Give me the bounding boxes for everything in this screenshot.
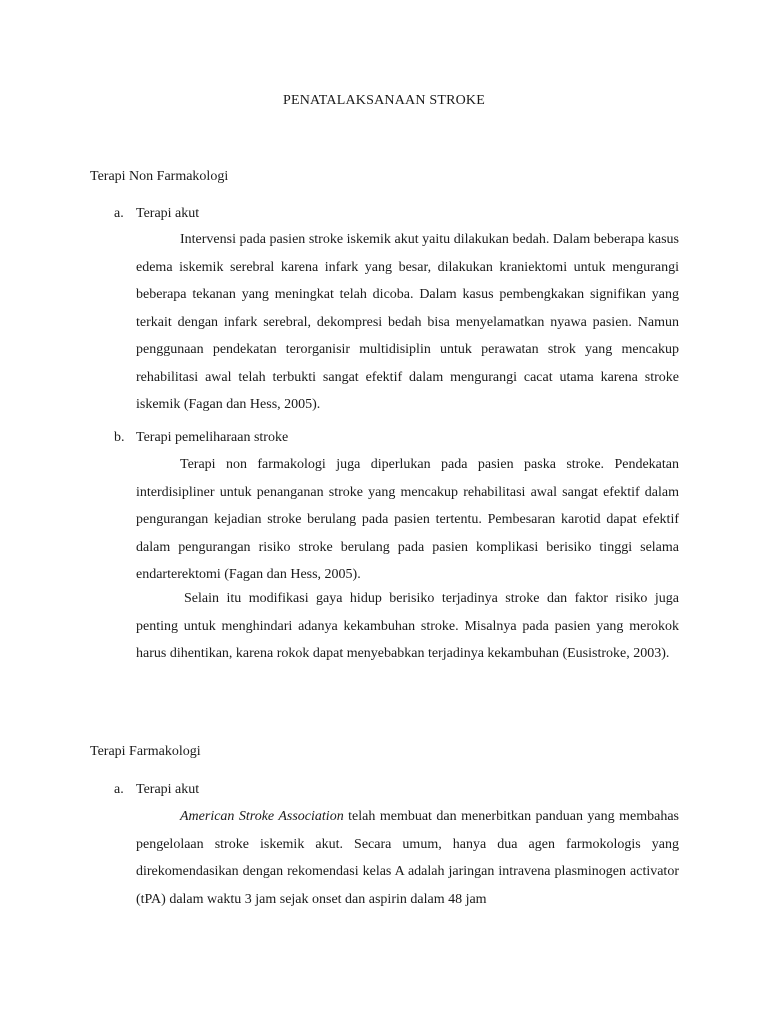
list-item-label [114, 206, 199, 222]
list-item-label [114, 782, 199, 798]
list-item-label [114, 430, 288, 446]
paragraph-text: Intervensi pada pasien stroke iskemik akut yaitu dilakukan bedah. Dalam beberapa kasus edema iskemik serebral karena infark yang besar, dilakukan kraniektomi untuk mengurangi beberapa tekanan yang meningkat telah dicoba. Dalam kasus pembengkakan signifikan yang terkait dengan infark serebral, dekompresi bedah bisa menyelamatkan nyawa pasien. Namun penggunaan pendekatan terorganisir multidisiplin untuk perawatan strok yang mencakup rehabilitasi awal telah terbukti sangat efektif dalam mengurangi cacat utama karena stroke iskemik (Fagan dan Hess, 2005). [136, 232, 679, 412]
list-marker: b. [114, 430, 125, 445]
item-label-text: Terapi akut [136, 206, 200, 221]
paragraph [136, 226, 679, 419]
list-marker: a. [114, 206, 124, 221]
paragraph [136, 451, 679, 589]
paragraph [136, 585, 679, 668]
page-title: PENATALAKSANAAN STROKE [282, 93, 485, 108]
italic-lead-text: American Stroke Association [180, 809, 344, 824]
paragraph-text: Selain itu modifikasi gaya hidup berisiko terjadinya stroke dan faktor risiko juga penting untuk menghindari adanya kekambuhan stroke. Misalnya pada pasien yang merokok harus dihentikan, karena rokok dapat menyebabkan terjadinya kekambuhan (Eusistroke, 2003). [136, 591, 679, 661]
section-heading-farmakologi: Terapi Farmakologi [90, 744, 201, 759]
item-label-text: Terapi akut [136, 782, 200, 797]
paragraph-text: Terapi non farmakologi juga diperlukan pada pasien paska stroke. Pendekatan interdisipliner untuk penanganan stroke yang mencakup rehabilitasi awal sangat efektif dalam pengurangan kejadian stroke berulang pada pasien tertentu. Pembesaran karotid dapat efektif dalam pengurangan risiko stroke berulang pada pasien komplikasi berisiko tinggi selama endarterektomi (Fagan dan Hess, 2005). [136, 457, 679, 582]
paragraph-text: telah membuat dan menerbitkan panduan yang membahas pengelolaan stroke iskemik akut. Secara umum, hanya dua agen farmokologis yang direkomendasikan dengan rekomendasi kelas A adalah jaringan intravena plasminogen activator (tPA) dalam waktu 3 jam sejak onset dan aspirin dalam 48 jam [136, 809, 679, 907]
list-marker: a. [114, 782, 124, 797]
paragraph [136, 803, 679, 913]
item-label-text: Terapi pemeliharaan stroke [136, 430, 289, 445]
section-heading-non-farmakologi: Terapi Non Farmakologi [90, 169, 229, 184]
